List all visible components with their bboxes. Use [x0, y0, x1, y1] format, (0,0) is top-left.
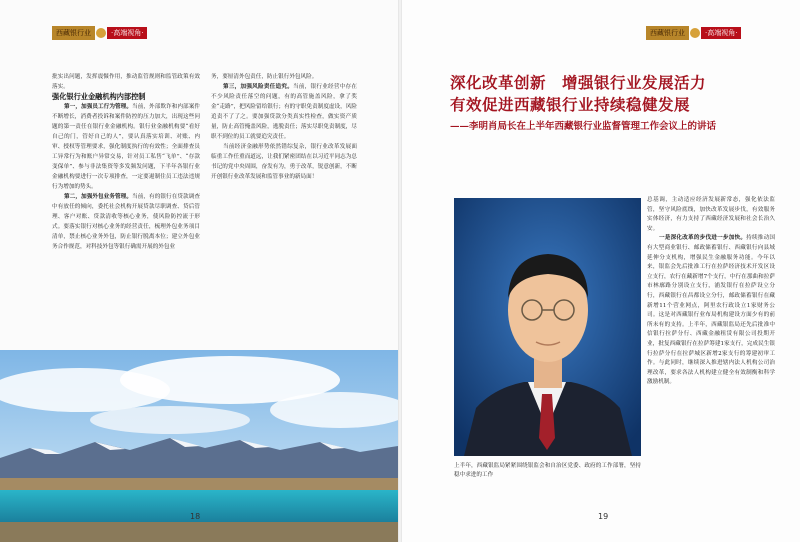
paragraph-lead: 第三，加强风险责任追究。	[223, 84, 294, 90]
person-image	[454, 198, 641, 456]
right-page	[402, 0, 800, 542]
paragraph-text: 当前，有的银行在贷款调查中有放任的倾向，委托社会机构开展贷款尽职调查、贷后管理、客户对账、贷款清收等核心业务，使风险防控流于形式。要落实银行对核心业务的经营责任，梳理外包业务项目清单，禁止核心业务外包，防止银行脱离本位；建立外包业务合作规范，对科技外包等银行确需开展的外包业	[52, 194, 200, 250]
paragraph: 批实出问题，发挥震慑作用，推动监管规则和监管政策有效落实。	[52, 74, 200, 90]
paragraph	[647, 234, 775, 388]
section-tag: ·高端视角·	[701, 27, 741, 39]
page-number: 18	[190, 512, 201, 521]
portrait-photo	[454, 198, 641, 456]
left-page	[0, 0, 398, 542]
emblem-icon	[96, 28, 106, 38]
paragraph	[211, 82, 357, 142]
left-column-2	[211, 72, 357, 182]
left-header-badge	[52, 26, 147, 40]
paragraph: 当前经济金融形势依然错综复杂，银行业改革发展面临重工作任重而道远，让我们紧密团结在以习近平同志为总书记的党中央周围，奋发有为，勇于改革，锐意创新，不断开创银行业改革发展和监管事业的新局面！	[211, 144, 357, 180]
paragraph-text: 当前，外部欺诈和内部案件不断增长，消费者投诉和案件防控的压力加大，出现这些问题的第一责任在银行业金融机构。银行业金融机构要“看好自己的门，管好自己的人”，要认真落实培训、对账、内审、授权等管理要求，强化制度执行的有效性；全面排查员工异常行为和账户异常交易，针对员工私售“飞单”、“存款变保单”、参与非法集资等多发频发问题，下半年各银行业金融机构要进行一次专项排查，一定要遏制住员工违法违规行为增加的势头。	[52, 104, 200, 190]
photo-caption: 上半年，西藏银监局紧紧围绕银监会和自治区党委、政府的工作部署，坚持稳中求进的工作	[454, 463, 641, 478]
paragraph-text: 持续推动国有大型商业银行、邮政储蓄银行、西藏银行向县域延伸分支机构，增强民生金融服务功能。今年以来，银监会先后批准工行在拉萨经济技术开发区设立支行，农行在藏新增7个支行，中行在那曲和拉萨市林廓路分别设立支行，浦发银行在拉萨设立分行，西藏银行在昌都设立分行，邮政储蓄银行在藏新增11个营业网点，阿里农行政设立1家财务公司。这是对西藏银行业布局机构建设方面少有的前所未有的支持。上半年，西藏银监局还先后批准中信银行拉萨分行、西藏金融租赁有限公司投期开业，批复西藏银行在拉萨筹建1家支行，完成民生银行拉萨分行在拉萨城区新增2家支行的筹建初审工作。与此同时，继续深入推进辖内法人机构公司治理改革，要求各法人机构建立健全有效制衡和科学激励机制。	[647, 235, 775, 386]
paragraph	[52, 102, 200, 192]
title-line-2: 有效促进西藏银行业持续稳健发展	[450, 95, 691, 114]
section-tag: ·高端视角·	[107, 27, 147, 39]
paragraph: 总基调，主动适应经济发展新常态，强化依法监管，坚守风险底线，加快改革发展步伐，有效服务实体经济，有力支持了西藏经济发展和社会长治久安。	[647, 197, 775, 232]
paragraph: 务，要厘清外包责任，防止银行外包风险。	[211, 74, 318, 80]
subtitle: ——李明肖局长在上半年西藏银行业监督管理工作会议上的讲话	[450, 121, 717, 132]
brand-label: 西藏银行业	[646, 26, 689, 40]
paragraph-text: 当前，银行业经营中存在不少风险责任落空的问题，有的高管施盖风险，拿了奖金“走路”，把风险留给银行；有的守职免责制度虚设，风险追责不了了之。要加强贷款分类真实性检查，做实资产质量，防止高管掩盖风险，逃脱责任；落实尽职免责制度，尽职不到位的员工就要追究责任。	[211, 84, 357, 140]
subheading: 强化银行业金融机构内部控制	[52, 92, 146, 101]
page-number: 19	[598, 512, 609, 521]
right-header-badge	[646, 26, 741, 40]
emblem-icon	[690, 28, 700, 38]
paragraph-lead: 第一，加强员工行为管理。	[64, 104, 133, 110]
article-title	[450, 72, 770, 134]
brand-label: 西藏银行业	[52, 26, 95, 40]
paragraph	[52, 192, 200, 252]
right-column	[647, 196, 775, 388]
title-line-1: 深化改革创新 增强银行业发展活力	[450, 73, 707, 92]
paragraph-lead: 一是深化改革的步伐进一步加快。	[659, 235, 747, 242]
paragraph-lead: 第二，加强外包业务管理。	[64, 194, 133, 200]
left-column-1	[52, 72, 200, 252]
